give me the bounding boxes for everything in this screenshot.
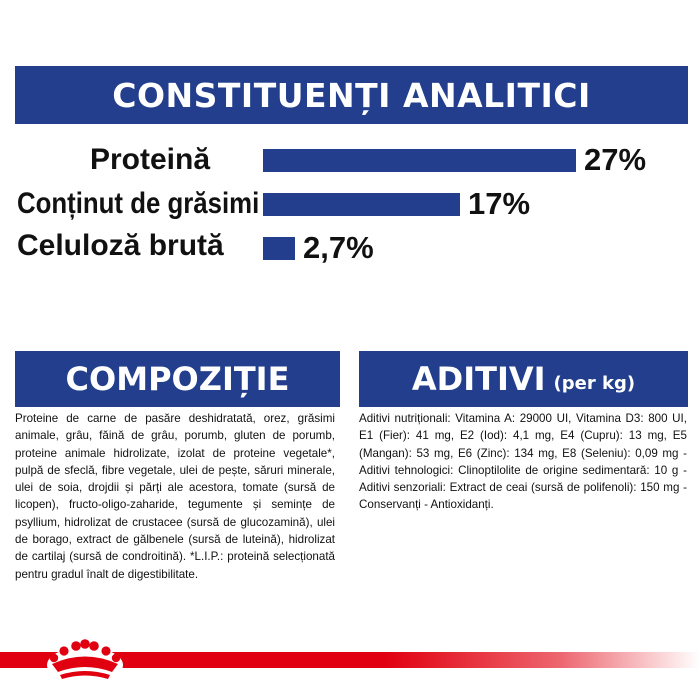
composition-banner xyxy=(15,351,340,407)
additives-banner xyxy=(359,351,688,407)
protein-value: 27% xyxy=(584,142,647,177)
fat-label: Conținut de grăsimi xyxy=(17,187,260,220)
composition-text: Proteine de carne de pasăre deshidratată, orez, grăsimi animale, grâu, făină de grâu, porumb, gluten de porumb, proteine animale hidrolizate, izolat de proteine vegetale*, pulpă de sfeclă, fibre vegetale, ulei de pește, săruri minerale, ulei de soia, drojdii și părți ale acestora, tomate (sursă de licopen), fructo-oligo-zaharide, tegumente și semințe de psyllium, hidrolizat de crustacee (sursă de glucozamină), ulei de borago, extract de gălbenele (sursă de luteină), hidrolizat de cartilaj (sursă de condroitină). *L.I.P.: proteină selecționată pentru gradul înalt de digestibilitate. xyxy=(15,412,335,581)
fat-bar xyxy=(263,193,460,216)
analytic-constituents-title: CONSTITUENȚI ANALITICI xyxy=(112,75,591,115)
analytic-constituents-banner xyxy=(15,66,688,124)
crude-fiber-value: 2,7% xyxy=(303,230,374,265)
additives-subtitle: (per kg) xyxy=(553,372,636,394)
protein-bar xyxy=(263,149,576,172)
composition-title: COMPOZIȚIE xyxy=(65,360,290,398)
additives-title: ADITIVI xyxy=(411,360,546,398)
crude-fiber-bar xyxy=(263,237,295,260)
crude-fiber-label: Celuloză brută xyxy=(17,229,224,262)
protein-label: Proteină xyxy=(90,143,211,176)
fat-value: 17% xyxy=(468,186,531,221)
additives-text: Aditivi nutriționali: Vitamina A: 29000 UI, Vitamina D3: 800 UI, E1 (Fier): 41 mg, E2 (Iod): 4,1 mg, E4 (Cupru): 13 mg, E5 (Mangan): 53 mg, E6 (Zinc): 134 mg, E8 (Seleniu): 0,09 mg - Aditivi tehnologici: Clinoptilolite de origine sedimentară: 10 g - Aditivi senzoriali: Extract de ceai (sursă de polifenoli): 150 mg - Conservanți - Antioxidanți. xyxy=(359,412,687,512)
royal-canin-crown-icon xyxy=(46,637,124,683)
